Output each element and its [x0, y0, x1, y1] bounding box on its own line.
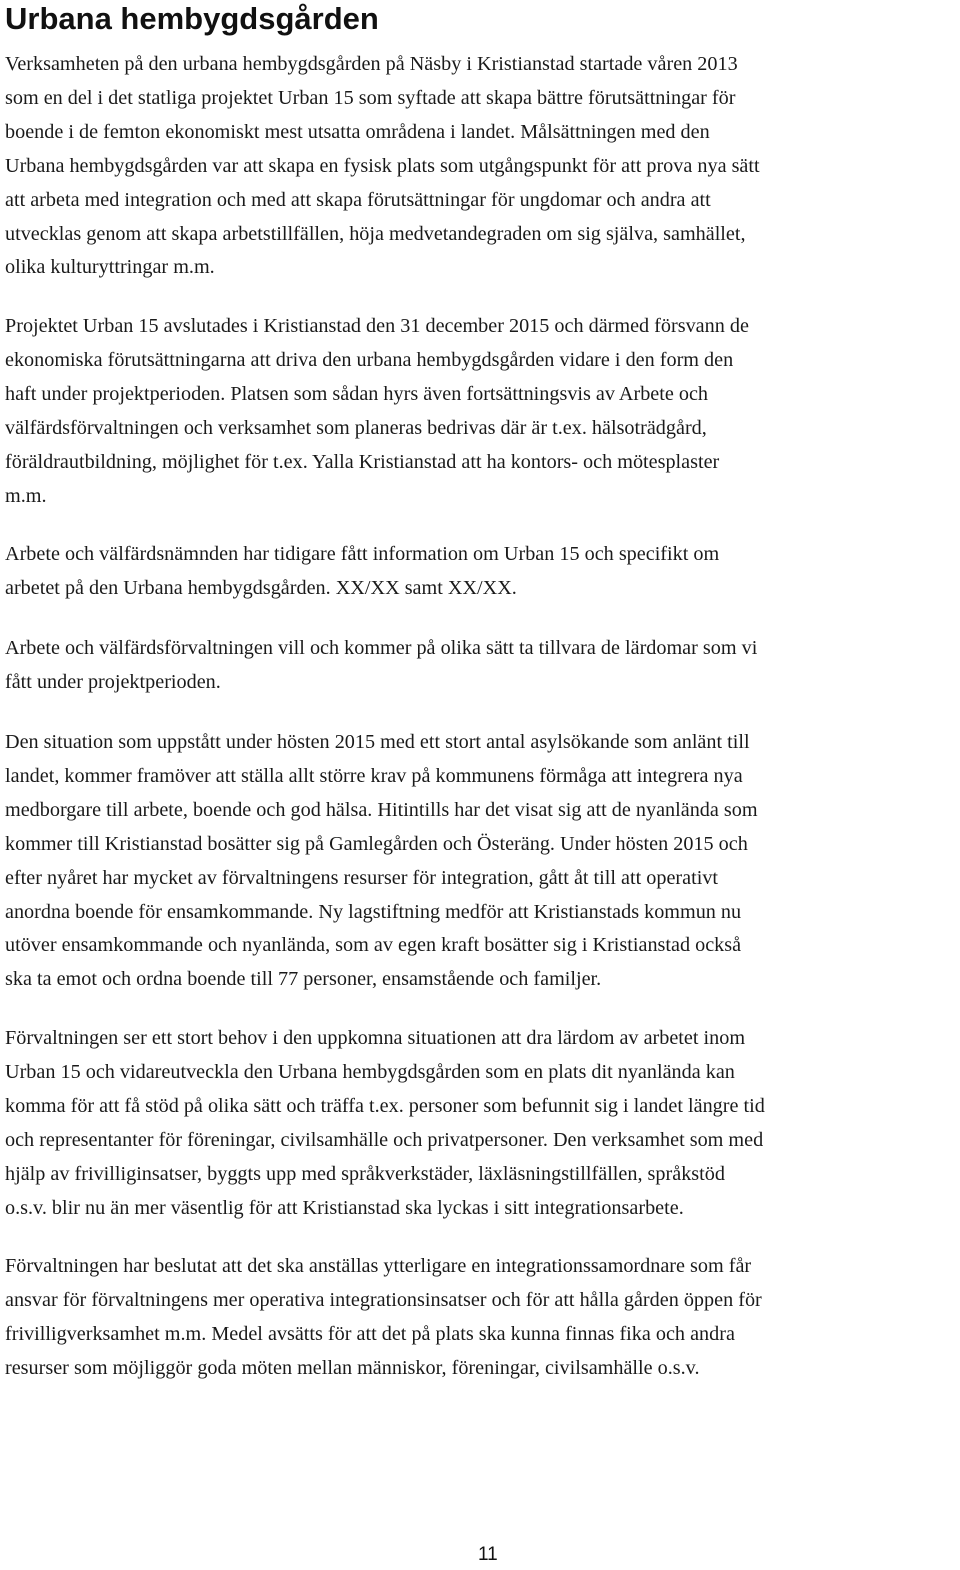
paragraph-line: medborgare till arbete, boende och god hälsa. Hitintills har det visat sig att de nyanlända som [5, 798, 758, 821]
paragraph-line: föräldrautbildning, möjlighet för t.ex. Yalla Kristianstad att ha kontors- och mötesplaster [5, 450, 720, 473]
paragraph-line: Urban 15 och vidareutveckla den Urbana hembygdsgården som en plats dit nyanlända kan [5, 1060, 735, 1083]
paragraph-line: olika kulturyttringar m.m. [5, 256, 215, 279]
paragraph-line: Den situation som uppstått under hösten 2015 med ett stort antal asylsökande som anlänt till [5, 731, 750, 753]
paragraph-line: Arbete och välfärdsnämnden har tidigare fått information om Urban 15 och specifikt om [5, 543, 720, 565]
paragraph-line: o.s.v. blir nu än mer väsentlig för att Kristianstad ska lyckas i sitt integrationsarbete. [5, 1196, 684, 1219]
paragraph-line: landet, kommer framöver att ställa allt större krav på kommunens förmåga att integrera nya [5, 764, 743, 787]
page-number: 11 [478, 1544, 498, 1565]
paragraph [5, 632, 757, 700]
paragraph-line: efter nyåret har mycket av förvaltningens resurser för integration, gått åt till att operativt [5, 866, 719, 889]
paragraph-line: som en del i det statliga projektet Urban 15 som syftade att skapa bättre förutsättningar för [5, 86, 736, 109]
paragraph-line: fått under projektperioden. [5, 670, 221, 693]
paragraph-line: haft under projektperioden. Platsen som sådan hyrs även fortsättningsvis av Arbete och [5, 382, 709, 405]
paragraph [5, 310, 749, 513]
paragraph-line: välfärdsförvaltningen och verksamhet som planeras bedrivas där är t.ex. hälsoträdgård, [5, 416, 707, 439]
paragraph-line: frivilligverksamhet m.m. Medel avsätts för att det på plats ska kunna finnas fika och andra [5, 1322, 735, 1345]
paragraph-line: boende i de femton ekonomiskt mest utsatta områdena i landet. Målsättningen med den [5, 120, 710, 143]
paragraph-line: komma för att få stöd på olika sätt och träffa t.ex. personer som befunnit sig i landet längre tid [5, 1094, 765, 1117]
paragraph [5, 726, 758, 997]
paragraph-line: och representanter för föreningar, civilsamhälle och privatpersoner. Den verksamhet som med [5, 1128, 764, 1151]
paragraph-line: Arbete och välfärdsförvaltningen vill och kommer på olika sätt ta tillvara de lärdomar som vi [5, 637, 758, 659]
paragraph-line: resurser som möjliggör goda möten mellan människor, föreningar, civilsamhälle o.s.v. [5, 1356, 700, 1379]
paragraph-line: hjälp av frivilliginsatser, byggts upp med språkverkstäder, läxläsningstillfällen, språkstöd [5, 1162, 725, 1185]
paragraph [5, 538, 719, 606]
paragraph [5, 1022, 765, 1225]
paragraph [5, 1250, 762, 1386]
paragraph-line: Projektet Urban 15 avslutades i Kristianstad den 31 december 2015 och därmed försvann de [5, 315, 749, 337]
paragraph-line: m.m. [5, 484, 47, 507]
paragraph-line: arbetet på den Urbana hembygdsgården. XX/XX samt XX/XX. [5, 576, 517, 599]
paragraph-line: anordna boende för ensamkommande. Ny lagstiftning medför att Kristianstads kommun nu [5, 900, 742, 923]
document-title: Urbana hembygdsgården [5, 1, 379, 36]
paragraph-line: ska ta emot och ordna boende till 77 personer, ensamstående och familjer. [5, 968, 602, 991]
paragraph-line: ansvar för förvaltningens mer operativa integrationsinsatser och för att hålla gården öppen för [5, 1288, 762, 1311]
paragraph-line: utvecklas genom att skapa arbetstillfällen, höja medvetandegraden om sig själva, samhället, [5, 222, 746, 245]
paragraph-line: Förvaltningen ser ett stort behov i den uppkomna situationen att dra lärdom av arbetet inom [5, 1027, 746, 1049]
paragraph-line: Förvaltningen har beslutat att det ska anställas ytterligare en integrationssamordnare som får [5, 1255, 752, 1277]
paragraph-line: utöver ensamkommande och nyanlända, som av egen kraft bosätter sig i Kristianstad också [5, 934, 742, 957]
paragraph-line: att arbeta med integration och med att skapa förutsättningar för ungdomar och andra att [5, 188, 711, 211]
paragraph-line: kommer till Kristianstad bosätter sig på Gamlegården och Österäng. Under hösten 2015 och [5, 832, 748, 855]
paragraph-line: Verksamheten på den urbana hembygdsgården på Näsby i Kristianstad startade våren 2013 [5, 53, 738, 75]
paragraph-line: Urbana hembygdsgården var att skapa en fysisk plats som utgångspunkt för att prova nya sätt [5, 154, 760, 177]
paragraph-line: ekonomiska förutsättningarna att driva den urbana hembygdsgården vidare i den form den [5, 348, 734, 371]
paragraph [5, 48, 760, 285]
